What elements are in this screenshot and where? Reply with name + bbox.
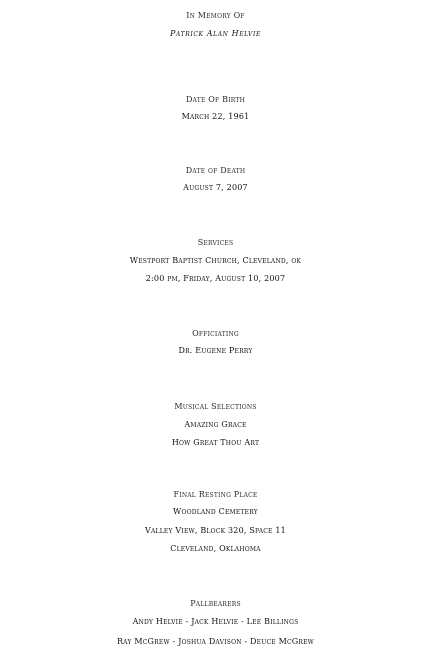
officiating-value: Dr. Eugene Perry xyxy=(178,346,253,355)
cemetery-city: Cleveland, Oklahoma xyxy=(170,544,261,553)
cemetery-plot: Valley View, Block 320, Space 11 xyxy=(145,526,286,535)
services-location: Westport Baptist Church, Cleveland, ok xyxy=(129,256,302,265)
musical-selection-1: Amazing Grace xyxy=(184,420,247,429)
in-memory-label: In Memory Of xyxy=(186,11,245,20)
pallbearers-label: Pallbearers xyxy=(190,599,241,608)
cemetery-name: Woodland Cemetery xyxy=(173,507,258,516)
pallbearers-line-1: Andy Helvie - Jack Helvie - Lee Billings xyxy=(132,617,299,626)
officiating-label: Officiating xyxy=(192,329,239,338)
services-time: 2:00 pm, Friday, August 10, 2007 xyxy=(145,274,286,283)
date-of-death-value: August 7, 2007 xyxy=(183,183,248,192)
final-resting-place-label: Final Resting Place xyxy=(173,490,258,499)
pallbearers-line-2: Ray McGrew - Joshua Davison - Deuce McGrew xyxy=(116,637,315,646)
date-of-birth-label: Date Of Birth xyxy=(185,95,246,104)
musical-selection-2: How Great Thou Art xyxy=(171,438,260,447)
musical-selections-label: Musical Selections xyxy=(174,402,257,411)
date-of-death-label: Date of Death xyxy=(185,166,246,175)
services-label: Services xyxy=(197,238,234,247)
date-of-birth-value: March 22, 1961 xyxy=(181,112,250,121)
deceased-name: Patrick Alan Helvie xyxy=(170,29,261,38)
